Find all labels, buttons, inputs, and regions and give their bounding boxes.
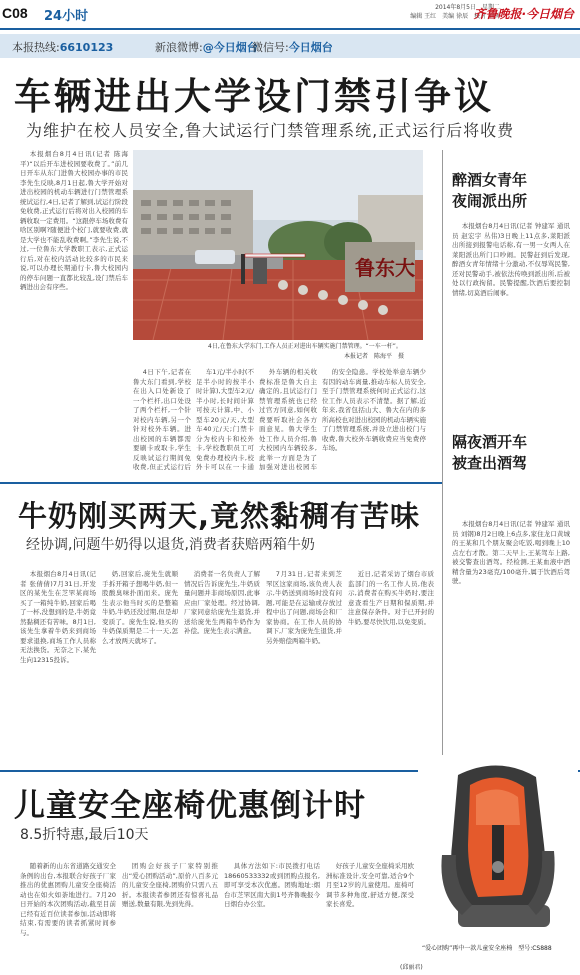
story3-headline: 儿童安全座椅优惠倒计时 — [14, 788, 366, 824]
story2-text-4: 7月31日,记者来到芝罘区这家商场,该负责人表示,牛奶送到商场时没有问题,可能是在运输或存放过程中出了问题,商场会和厂家协商。在工作人员的协调下,厂家为庞先生退货,并另外赔偿两箱牛奶。 — [266, 570, 342, 645]
story2-text-3: 消费者一名负责人了解情况后告诉庞先生,牛奶质量问题并非商场原因,此事应由厂家处理。经过协调,厂家同意给庞先生退货,并送给庞先生两箱牛奶作为补偿。庞先生表示满意。 — [184, 570, 260, 635]
brief2-headline-line2: 被查出酒驾 — [452, 454, 528, 472]
story2-subhead: 经协调,问题牛奶得以退货,消费者获赔两箱牛奶 — [26, 537, 315, 553]
brief1-headline-line1: 醉酒女青年 — [452, 171, 528, 189]
story3-text-2: 团购会好孩子厂家特别推出“爱心团购活动”,原价八百多元的儿童安全座椅,团购价只需八五折。本报读者参团还有惊喜礼品赠送,数量有限,先到先得。 — [122, 862, 218, 908]
story3-credit: (邱丽君) — [400, 964, 423, 971]
hotline-number: 6610123 — [59, 41, 114, 54]
lead-text-2: 4日下午,记者在鲁大东门看到,学校在出入口处新设了一个栏杆,出口处设了两个栏杆,一个针对校内车辆,另一个针对校外车辆。进出校园的车辆都需要刷卡或取卡,学生反映试运行期间免收费,但正式运行后 — [133, 368, 191, 471]
story3-column-1 — [20, 862, 116, 972]
story2-column-3 — [184, 570, 260, 760]
lead-text-1: 本报烟台8月4日讯(记者 陈海平)“以后开车进校园要收费了。”前几日开车从东门进鲁大校园办事的市民李先生反映,8月1日起,鲁大学开始对进出校园的机动车辆进行门禁管理系统试运行,4日,记者了解到,试运行阶段免收费,正式运行后将对出入校园的车辆收取一定费用。“这跟停车场收费有啥区别啊?随便进个校门,就要收费,就是大学也不能乱收费啊。”李先生说,不过,一位鲁东大学教职工表示,正式运行后,对在校内活动比较多的市民来说,可以办理长期通行卡,鲁大校园内的停车问题一直都比较乱,设门禁后车辆进出会有序些。 — [20, 150, 128, 291]
lead-text-5: 的安全隐患。学校处举意车辆少有因的动车离量,推动车标人员安全,至于门禁管理系统何时正式运行,这位工作人员表示不清楚。据了解,近年来,我省包括山大、鲁大在内的多所高校也对进出校园的机动车辆实施了门禁管理系统,并设立进出校门与收费,鲁大校外车辆收费应当免费停车场。 — [322, 368, 426, 452]
section-rule-1 — [0, 482, 442, 484]
wechat-label: 微信号: — [252, 41, 289, 54]
column-divider — [442, 150, 443, 770]
masthead-logo: 齐鲁晚报·今日烟台 — [473, 7, 574, 21]
svg-text:鲁东大: 鲁东大 — [355, 256, 415, 280]
weibo-label: 新浪微博: — [155, 41, 203, 54]
story3-subhead: 8.5折特惠,最后10天 — [20, 827, 149, 843]
story3-column-2 — [122, 862, 218, 972]
story2-text-5: 近日,记者采访了烟台市质监部门的一名工作人员,他表示,消费者在购买牛奶时,要注意查看生产日期和保质期,并注意保存条件。对于已开封的牛奶,要尽快饮用,以免变质。 — [348, 570, 434, 626]
story3-text-1: 随着新的山东省道路交通安全条例的出台,本报联合好孩子厂家推出的优惠团购儿童安全座椅活动也在如火如荼地进行。7月20日开始的本次团购活动,截至目前已经有近百位读者参加,活动即将结束,有需要的读者抓紧时间参与。 — [20, 862, 116, 937]
hotline-bar — [0, 34, 580, 58]
weibo-value: @今日烟台 — [202, 41, 258, 54]
lead-text-3: 车1元/半小时(不足半小时的按半小时计算),大型车2元/半小时,长时间计算可按天计算,中、小型车20元/天,大型车40元/天;门禁卡分为校内卡和校外卡,学校教职员工可免费办理校内卡,校外卡可以在一卡通 — [196, 368, 254, 471]
date-line: 2014年8月5日 星期二 — [435, 4, 500, 11]
brief1-text: 本报烟台8月4日讯(记者 钟建军 通讯员 赵宏宇 丛伟)3日晚上11点多,莱阳派出所接到报警电话称,有一男一女两人在莱阳派出所门口吵闹。民警赶到后发现,醉酒女青年情绪十分激动,不仅辱骂民警,还对民警动手,被依法传唤到派出所,后被处以行政拘留。民警提醒,饮酒后要控制情绪,切莫酒后闹事。 — [452, 222, 570, 297]
lead-column-2 — [133, 368, 191, 472]
story3-text-3: 具体方法如下:市民拨打电话18660533332或到团购点报名,即可享受本次优惠。团购地址:烟台市芝罘区南大街1号齐鲁晚报今日烟台办公室。 — [224, 862, 320, 908]
brief1-body — [452, 222, 570, 427]
story2-text-1: 本报烟台8月4日讯(记者 张倩倩)7月31日,开发区的某先生在芝罘某商场买了一箱纯牛奶,回家后喝了一杯,没想到的是,牛奶竟然黏稠还有苦味。8月1日,该先生拿着牛奶来到商场要求退换,商场工作人员称无法换货。无奈之下,某先生向12315投诉。 — [20, 570, 96, 664]
page-header — [0, 0, 580, 30]
hotline-label: 本报热线: — [12, 41, 60, 54]
photo-caption: 4日,在鲁东大学东门,工作人员正对进出车辆实施门禁管理。“一车一杆”。 — [208, 343, 402, 350]
lead-subhead: 为维护在校人员安全,鲁大试运行门禁管理系统,正式运行后将收费 — [26, 121, 515, 140]
story2-column-4 — [266, 570, 342, 760]
lead-text-4: 外车辆的相关收费标准是鲁大自主确定的,且试运行门禁管理系统也已经过官方同意,如何收费要听取社会各方面意见。鲁大学生处工作人员介绍,鲁大校园内车辆较多,此举一方面是为了加强对进出校园车 — [259, 368, 317, 471]
lead-column-5 — [322, 368, 426, 472]
brief1-headline-line2: 夜闹派出所 — [452, 192, 528, 210]
story2-headline: 牛奶刚买两天,竟然黏稠有苦味 — [18, 499, 421, 533]
page-code: C08 — [2, 5, 28, 21]
editors-line: 编辑 王红 美编 徐辰 校对 刘树 — [410, 13, 500, 20]
hotline — [12, 39, 113, 55]
brief2-text: 本报烟台8月4日讯(记者 钟建军 通讯员 刘钢)8月2日晚上6点多,家住龙口黄城的王某和几个朋友聚会吃饭,喝到晚上10点左右才散。第二天早上,王某驾车上路,被交警查出酒驾。经检测,王某血液中酒精含量为23毫克/100毫升,属于饮酒后驾驶。 — [452, 520, 570, 585]
story2-column-2 — [102, 570, 178, 760]
wechat — [252, 39, 333, 55]
story3-text-4: 好孩子儿童安全座椅采用欧洲标准设计,安全可靠,适合9个月至12岁的儿童使用。座椅可调节多种角度,舒适方便,深受家长喜爱。 — [326, 862, 414, 908]
weibo — [155, 39, 258, 55]
wechat-value: 今日烟台 — [288, 41, 333, 54]
lead-column-3 — [196, 368, 254, 472]
child-seat-photo — [418, 755, 578, 973]
brief2-body — [452, 520, 570, 770]
lead-headline: 车辆进出大学设门禁引争议 — [14, 75, 494, 118]
campus-gate-photo — [133, 150, 423, 340]
section-name: 24小时 — [44, 9, 89, 24]
brief2-headline-line1: 隔夜酒开车 — [452, 433, 528, 451]
story2-column-5 — [348, 570, 434, 760]
story3-column-3 — [224, 862, 320, 972]
story2-column-1 — [20, 570, 96, 760]
lead-column-1 — [20, 150, 128, 472]
brief1-headline — [452, 170, 527, 212]
seat-caption: “爱心团购”再中一款儿童安全座椅 型号:CS888 — [422, 945, 552, 952]
photo-credit: 本报记者 陈海平 摄 — [344, 353, 405, 360]
story3-column-4 — [326, 862, 414, 952]
lead-column-4 — [259, 368, 317, 472]
story2-text-2: 奶,回家后,庞先生就顺手拆开箱子想喝牛奶,但一股酸臭味扑面而来。庞先生表示他当时买的是整箱牛奶,牛奶还没过期,但是却变质了。庞先生说,他买的牛奶保质期是二十一天,怎么才放两天就坏了。 — [102, 570, 178, 645]
brief2-headline — [452, 432, 527, 474]
